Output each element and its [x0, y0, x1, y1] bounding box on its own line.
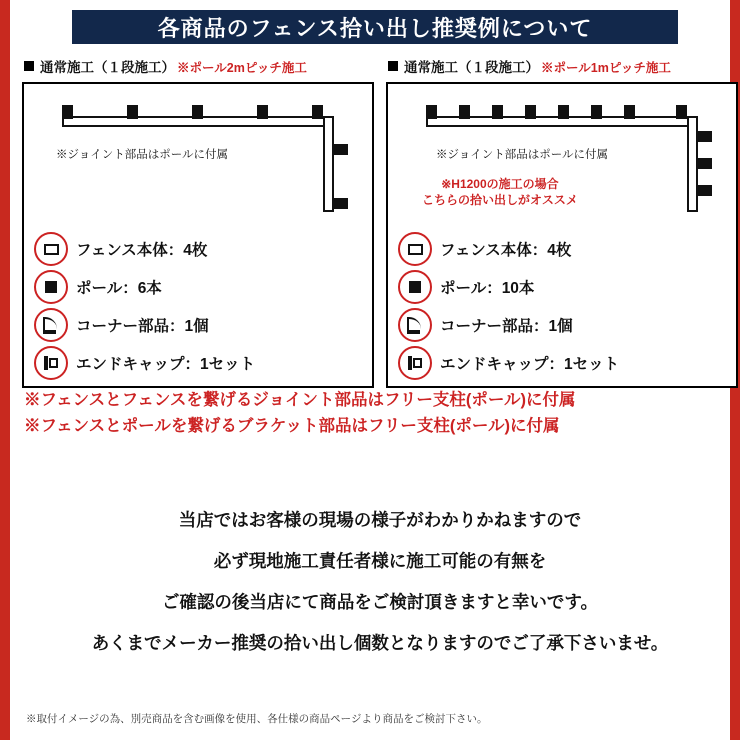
pole-icon	[34, 270, 68, 304]
end-cap-icon	[398, 346, 432, 380]
body-line-3: ご確認の後当店にて商品をご検討頂きますと幸いです。	[161, 592, 599, 613]
red-note-1: ※フェンスとフェンスを繋げるジョイント部品はフリー支柱(ポール)に付属	[24, 391, 576, 409]
part-row	[34, 268, 362, 306]
pole-marker	[192, 105, 203, 119]
fence-rail-vertical	[687, 116, 698, 212]
part-label: フェンス本体：4枚	[440, 242, 572, 259]
fence-panel-icon	[398, 232, 432, 266]
pole-marker	[676, 105, 687, 119]
part-label: コーナー部品：1個	[76, 318, 209, 335]
panel-1-diagram	[24, 84, 372, 224]
end-cap-icon	[34, 346, 68, 380]
pole-marker	[312, 105, 323, 119]
panel-2-diagram	[388, 84, 736, 224]
pole-marker	[698, 158, 712, 169]
fence-rail-vertical	[323, 116, 334, 212]
panel-1-heading-red: ※ポール2mピッチ施工	[177, 61, 307, 75]
pole-icon	[398, 270, 432, 304]
footnote: ※取付イメージの為、別売商品を含む画像を使用、各仕様の商品ページより商品をご検討下さい。	[26, 713, 488, 725]
panel-2m-pitch	[22, 56, 374, 388]
panels-container	[22, 56, 738, 388]
part-row	[34, 306, 362, 344]
pole-marker	[525, 105, 536, 119]
part-row	[34, 344, 362, 382]
part-label: コーナー部品：1個	[440, 318, 573, 335]
pole-marker	[591, 105, 602, 119]
panel-2-diagram-note: ※ジョイント部品はポールに付属	[436, 149, 609, 161]
pole-marker	[558, 105, 569, 119]
page-header-banner	[72, 10, 678, 44]
pole-marker	[334, 198, 348, 209]
pole-marker	[698, 131, 712, 142]
body-line-1: 当店ではお客様の現場の様子がわかりかねますので	[178, 510, 582, 530]
part-row	[398, 306, 726, 344]
pole-marker	[492, 105, 503, 119]
pole-marker	[698, 185, 712, 196]
pole-marker	[334, 144, 348, 155]
part-row	[398, 268, 726, 306]
part-label: ポール：10本	[440, 280, 535, 297]
part-row	[398, 230, 726, 268]
panel-1-heading	[22, 56, 374, 76]
page-title: 各商品のフェンス拾い出し推奨例について	[157, 15, 593, 41]
panel-1-parts-list	[34, 230, 362, 382]
body-line-2: 必ず現地施工責任者様に施工可能の有無を	[213, 551, 547, 572]
bullet-square-icon	[388, 61, 398, 71]
panel-2-heading-main: 通常施工（１段施工）	[404, 60, 539, 75]
part-row	[34, 230, 362, 268]
part-row	[398, 344, 726, 382]
pole-marker	[127, 105, 138, 119]
panel-2-box	[386, 82, 738, 388]
panel-1m-pitch	[386, 56, 738, 388]
panel-2-red-note-line1: ※H1200の施工の場合	[441, 177, 559, 191]
bullet-square-icon	[24, 61, 34, 71]
panel-1-box	[22, 82, 374, 388]
panel-2-heading	[386, 56, 738, 76]
corner-part-icon	[398, 308, 432, 342]
pole-marker	[62, 105, 73, 119]
part-label: ポール：6本	[76, 280, 162, 297]
panel-1-heading-main: 通常施工（１段施工）	[40, 60, 175, 75]
pole-marker	[426, 105, 437, 119]
panel-2-heading-red: ※ポール1mピッチ施工	[541, 61, 671, 75]
panel-2-parts-list	[398, 230, 726, 382]
corner-part-icon	[34, 308, 68, 342]
part-label: エンドキャップ：1セット	[440, 356, 620, 373]
part-label: フェンス本体：4枚	[76, 242, 208, 259]
body-line-4: あくまでメーカー推奨の拾い出し個数となりますのでご了承下さいませ。	[91, 633, 669, 654]
red-note-2: ※フェンスとポールを繋げるブラケット部品はフリー支柱(ポール)に付属	[24, 416, 560, 435]
red-notes	[24, 388, 724, 439]
pole-marker	[257, 105, 268, 119]
panel-2-red-note	[422, 176, 578, 208]
part-label: エンドキャップ：1セット	[76, 356, 256, 373]
fence-panel-icon	[34, 232, 68, 266]
body-text	[10, 500, 740, 665]
pole-marker	[459, 105, 470, 119]
panel-1-diagram-note: ※ジョイント部品はポールに付属	[56, 149, 229, 161]
pole-marker	[624, 105, 635, 119]
panel-2-red-note-line2: こちらの拾い出しがオススメ	[422, 193, 578, 208]
